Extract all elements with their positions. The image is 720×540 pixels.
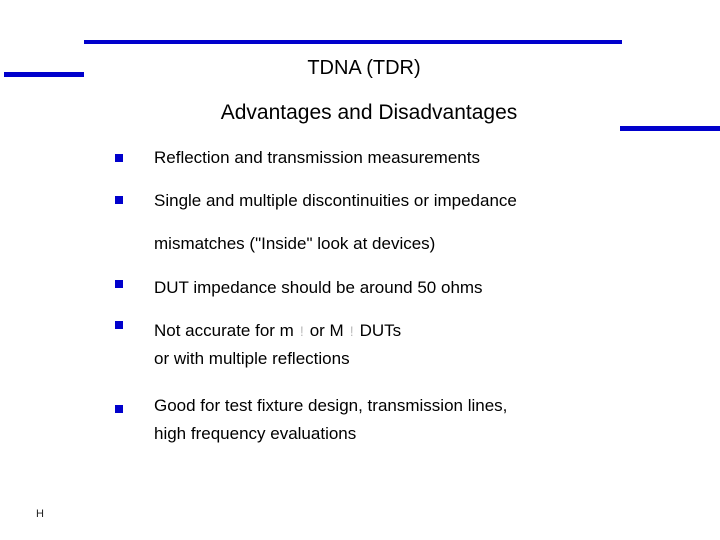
bullet-text-2b: mismatches ("Inside" look at devices) xyxy=(154,234,436,253)
bullet-text-5b: high frequency evaluations xyxy=(154,424,357,443)
ohm-symbol-1: ! xyxy=(299,323,304,339)
bullet-4-part-a: Not accurate for m xyxy=(154,321,294,340)
top-rule xyxy=(84,40,622,44)
bullet-text-4b: or with multiple reflections xyxy=(154,349,350,368)
bullet-marker-3 xyxy=(115,280,123,288)
bullet-marker-4 xyxy=(115,321,123,329)
bullet-4-part-c: DUTs xyxy=(359,321,402,340)
right-rule xyxy=(620,126,720,131)
ohm-symbol-2: ! xyxy=(349,323,354,339)
bullet-text-5a: Good for test fixture design, transmission lines, xyxy=(154,396,508,415)
bullet-text-3: DUT impedance should be around 50 ohms xyxy=(154,278,483,297)
slide-title: TDNA (TDR) xyxy=(307,57,421,79)
bullet-text-2a: Single and multiple discontinuities or impedance xyxy=(154,191,517,210)
footer-mark: H xyxy=(36,508,44,520)
bullet-marker-5 xyxy=(115,405,123,413)
bullet-marker-2 xyxy=(115,196,123,204)
bullet-text-1: Reflection and transmission measurements xyxy=(154,148,480,167)
bullet-4-part-b: or M xyxy=(309,321,344,340)
bullet-text-4a xyxy=(154,321,401,341)
slide-subtitle: Advantages and Disadvantages xyxy=(220,101,518,124)
bullet-marker-1 xyxy=(115,154,123,162)
